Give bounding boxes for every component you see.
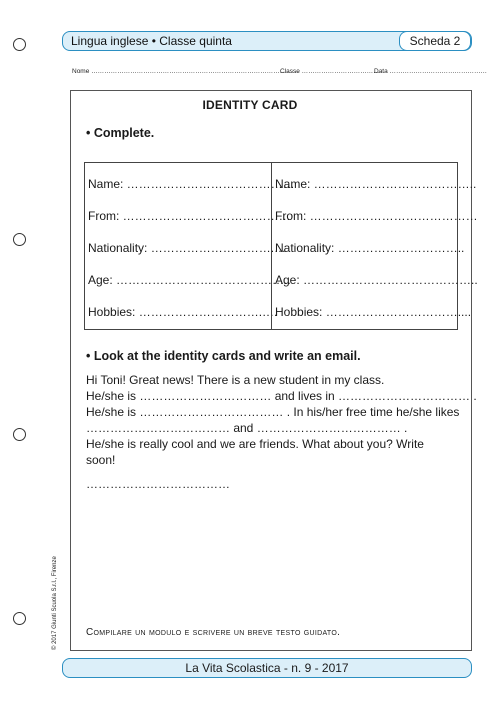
- identity-card-left: [85, 163, 295, 329]
- date-field: Data ………………………………………: [374, 68, 488, 75]
- binder-hole-3: [13, 428, 26, 441]
- instruction-complete: • Complete.: [86, 126, 155, 140]
- header-title: Lingua inglese • Classe quinta: [71, 34, 232, 48]
- email-line: ……………………………… and ……………………………… .: [86, 421, 408, 435]
- identity-card-table: [84, 162, 478, 330]
- left-name-field: Name: ……………………………………: [88, 177, 295, 191]
- email-line: He/she is …………………………… and lives in …………………………… .: [86, 389, 477, 403]
- left-nationality-field: Nationality: ………………………….…: [88, 241, 287, 255]
- publication-footer: La Vita Scolastica - n. 9 - 2017: [62, 658, 472, 678]
- right-nationality-field: Nationality: …………………………..: [275, 241, 465, 255]
- right-from-field: From: ……………………………………: [275, 209, 478, 223]
- right-age-field: Age: ……………………………………..: [275, 273, 478, 287]
- email-line: He/she is ……………………………… . In his/her free time he/she likes: [86, 405, 460, 419]
- identity-card-right: [271, 163, 478, 329]
- binder-hole-2: [13, 233, 26, 246]
- binder-hole-1: [13, 38, 26, 51]
- email-signature-line: ………………………………: [86, 477, 230, 491]
- activity-description: Compilare un modulo e scrivere un breve testo guidato.: [86, 627, 341, 638]
- copyright-notice: © 2017 Giunti Scuola S.r.l., Firenze: [52, 556, 58, 650]
- class-field: Classe ………………………………: [280, 68, 380, 75]
- worksheet-number-tab: Scheda 2: [399, 31, 471, 51]
- name-field: Nome ……………………………………………………………………………………: [72, 68, 300, 75]
- email-line: Hi Toni! Great news! There is a new student in my class.: [86, 373, 385, 387]
- left-from-field: From: ……………………………………: [88, 209, 291, 223]
- left-age-field: Age: ……………………………………..: [88, 273, 291, 287]
- page-title: IDENTITY CARD: [202, 98, 298, 112]
- email-line: soon!: [86, 453, 116, 467]
- email-line: He/she is really cool and we are friends. What about you? Write: [86, 437, 424, 451]
- right-name-field: Name: …………………………………..: [275, 177, 477, 191]
- left-hobbies-field: Hobbies: ………………………….….: [88, 305, 278, 319]
- worksheet-header: [62, 31, 472, 51]
- binder-hole-4: [13, 612, 26, 625]
- right-hobbies-field: Hobbies: ……………………………....: [275, 305, 472, 319]
- instruction-email: • Look at the identity cards and write an email.: [86, 349, 361, 363]
